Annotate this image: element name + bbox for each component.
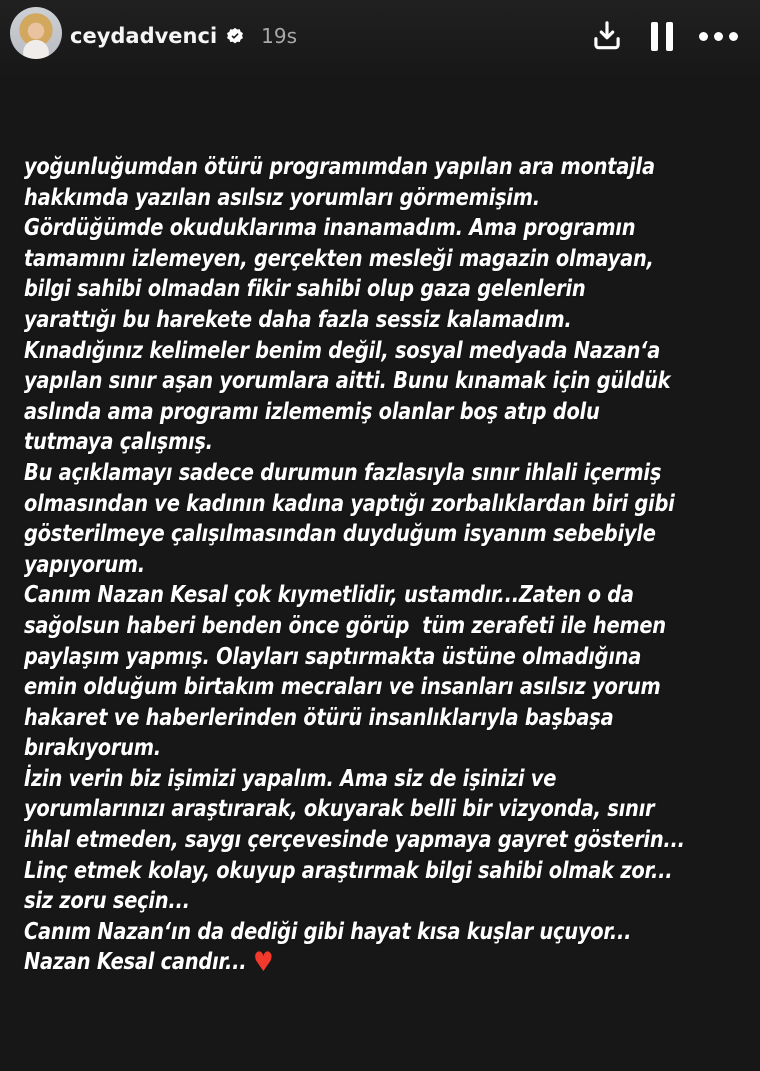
story-line: bilgi sahibi olmadan fikir sahibi olup gaza gelenlerin — [24, 276, 586, 303]
story-line: olmasından ve kadının kadına yaptığı zorbalıklardan biri gibi — [24, 490, 675, 517]
story-line: Gördüğümde okuduklarıma inanamadım. Ama programın — [24, 215, 636, 242]
pause-button[interactable] — [651, 22, 673, 51]
story-line: siz zoru seçin... — [24, 888, 190, 915]
story-line-last — [24, 947, 742, 979]
story-line: yapıyorum. — [24, 551, 145, 578]
story-line: hakaret ve haberlerinden ötürü insanlıklarıyla başbaşa — [24, 704, 614, 731]
story-text — [24, 152, 742, 979]
story-line: tutmaya çalışmış. — [24, 429, 213, 456]
story-line: paylaşım yapmış. Olayları saptırmakta üstüne olmadığına — [24, 643, 642, 670]
more-options-icon — [699, 32, 738, 41]
story-line: Bu açıklamayı sadece durumun fazlasıyla sınır ihlali içermiş — [24, 459, 662, 486]
story-line: tamamını izlemeyen, gerçekten mesleği magazin olmayan, — [24, 245, 654, 272]
story-line: aslında ama programı izlememiş olanlar boş atıp dolu — [24, 398, 600, 425]
story-line: Canım Nazan‘ın da dediği gibi hayat kısa kuşlar uçuyor... — [24, 918, 632, 945]
story-line: İzin verin biz işimizi yapalım. Ama siz de işinizi ve — [24, 765, 557, 792]
story-line: Canım Nazan Kesal çok kıymetlidir, ustamdır...Zaten o da — [24, 582, 634, 609]
user-info — [70, 0, 297, 72]
story-line: emin olduğum birtakım mecraları ve insanları asılsız yorum — [24, 674, 661, 701]
story-timestamp: 19s — [261, 24, 298, 48]
pause-icon — [651, 22, 673, 51]
story-line: yarattığı bu harekete daha fazla sessiz kalamadım. — [24, 306, 572, 333]
story-line: gösterilmeye çalışılmasından duyduğum isyanım sebebiyle — [24, 521, 656, 548]
username[interactable]: ceydadvenci — [70, 24, 218, 48]
download-button[interactable] — [589, 18, 625, 54]
story-line-text: Nazan Kesal candır... — [24, 949, 247, 976]
story-line: hakkımda yazılan asılsız yorumları görmemişim. — [24, 184, 540, 211]
story-actions — [589, 0, 738, 72]
story-line: sağolsun haberi benden önce görüp tüm zerafeti ile hemen — [24, 612, 666, 639]
story-line: yapılan sınır aşan yorumlara aitti. Bunu kınamak için güldük — [24, 368, 671, 395]
story-line: yorumlarınızı araştırarak, okuyarak belli bir vizyonda, sınır — [24, 796, 655, 823]
verified-badge-icon — [226, 27, 244, 45]
heart-icon: ♥ — [253, 947, 274, 979]
download-icon — [589, 18, 625, 54]
story-header — [0, 0, 760, 78]
avatar[interactable] — [10, 7, 62, 59]
story-line: bırakıyorum. — [24, 735, 161, 762]
story-line: yoğunluğumdan ötürü programımdan yapılan ara montajla — [24, 154, 655, 180]
story-line: Linç etmek kolay, okuyup araştırmak bilgi sahibi olmak zor... — [24, 857, 673, 884]
story-line: Kınadığınız kelimeler benim değil, sosyal medyada Nazan‘a — [24, 337, 661, 364]
story-line: ihlal etmeden, saygı çerçevesinde yapmaya gayret gösterin... — [24, 827, 685, 854]
more-options-button[interactable] — [699, 32, 738, 41]
